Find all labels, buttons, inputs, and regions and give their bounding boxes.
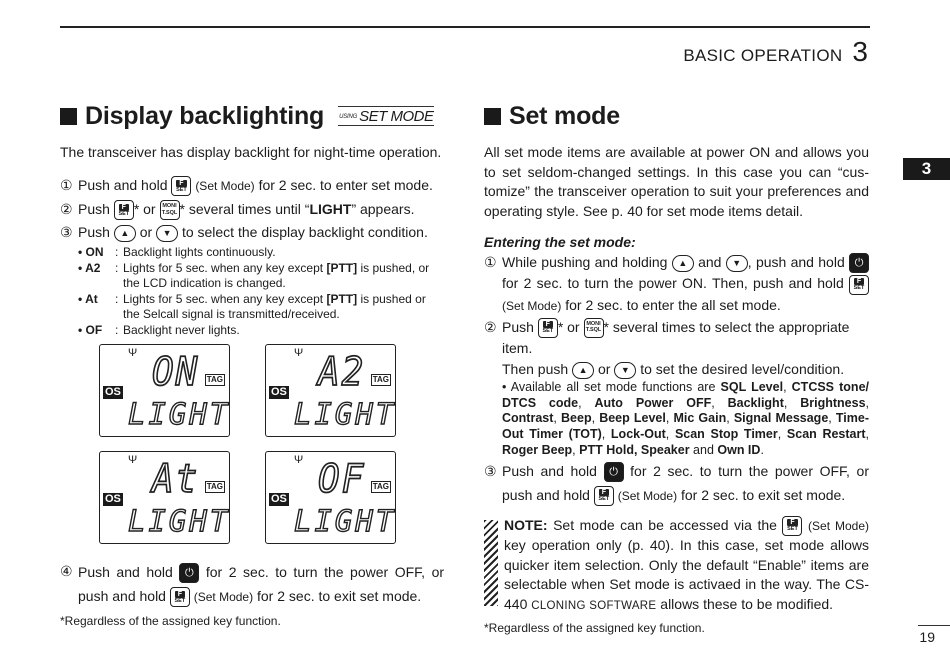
- down-key-icon: ▼: [726, 255, 748, 272]
- tag-indicator: TAG: [206, 375, 223, 384]
- lcd-at: [99, 451, 230, 544]
- f-set-key-icon: F SET: [538, 318, 558, 338]
- set-mode-section: [484, 100, 869, 636]
- available-functions: • Available all set mode functions are SQL Level, CTCSS tone/ DTCS code, Auto Power OFF, Backlight, Brightness, Contrast, Beep, Beep Level, Mic Gain, Signal Message, Time-Out Timer (TOT), Lock-Out, Scan Stop Timer, Scan Restart, Roger Beep, PTT Hold, Speaker and Own ID.: [502, 379, 870, 458]
- moni-tsql-key-icon: MONI T.SQL: [160, 200, 180, 220]
- function-name: SQL Level: [720, 379, 784, 394]
- function-name: Brightness: [800, 395, 866, 410]
- step-2: ② Push F SET * or MONI T.SQL * several times to select the appropriate item. Then push ▲ or ▼ to set the desired level/condition.: [484, 318, 850, 377]
- section-heading: [484, 100, 869, 132]
- function-name: Time-Out Timer (TOT): [502, 411, 870, 442]
- f-set-key-icon: F SET: [782, 516, 802, 536]
- option-on: • ON : Backlight lights continuously.: [78, 245, 276, 259]
- up-key-icon: ▲: [572, 362, 594, 379]
- lcd-light-text: LIGHT: [294, 504, 397, 538]
- top-rule: [60, 26, 870, 28]
- up-key-icon: ▲: [114, 225, 136, 242]
- os-indicator: OS: [105, 386, 121, 398]
- tag-indicator: TAG: [206, 482, 223, 491]
- section-title: Display backlighting: [85, 101, 325, 130]
- backlight-options-list: [78, 245, 444, 338]
- section-heading: [60, 100, 444, 132]
- power-key-icon: ⏻: [179, 563, 199, 583]
- chapter-side-tab: 3: [903, 158, 950, 180]
- tag-indicator: TAG: [372, 482, 389, 491]
- function-name: Beep: [561, 411, 592, 426]
- intro-text: All set mode items are available at power ON and allows you to set seldom-changed settings. In this case you can “cus-tomize” the transceiver operation to suit your preferences and operating style. See p. 40 for set mode items detail.: [484, 144, 869, 219]
- lcd-light-text: LIGHT: [128, 397, 231, 431]
- step-4: ④ Push and hold ⏻ for 2 sec. to turn the power OFF, or push and hold F SET (Set Mode) for 2 sec. to exit set mode.: [60, 560, 444, 609]
- moni-tsql-key-icon: MONI T.SQL: [584, 318, 604, 338]
- f-set-key-icon: F SET: [171, 176, 191, 196]
- footnote: *Regardless of the assigned key function.: [60, 614, 281, 628]
- page-number: 19: [919, 629, 935, 645]
- function-name: Scan Stop Timer: [674, 427, 778, 442]
- tag-indicator: TAG: [372, 375, 389, 384]
- lcd-on: [99, 344, 230, 437]
- lcd-big-text: OF: [318, 456, 366, 502]
- antenna-icon: Ψ: [128, 454, 138, 466]
- lcd-a2: [265, 344, 396, 437]
- section-title: Set mode: [509, 101, 620, 130]
- f-set-key-icon: F SET: [170, 587, 190, 607]
- f-set-key-icon: F SET: [114, 200, 134, 220]
- lcd-big-text: At: [152, 456, 200, 502]
- step-2: ② Push F SET * or MONI T.SQL * several times until “LIGHT” appears.: [60, 198, 444, 221]
- intro-text: The transceiver has display backlight for night-time operation.: [60, 144, 442, 160]
- chapter-header: [683, 36, 868, 68]
- function-name: Mic Gain: [673, 411, 727, 426]
- option-a2: • A2 : Lights for 5 sec. when any key except [PTT] is pushed, or the LCD indication is changed.: [78, 260, 430, 290]
- lcd-illustrations: [60, 344, 444, 558]
- power-key-icon: ⏻: [849, 253, 869, 273]
- display-backlighting-section: [60, 100, 444, 629]
- note-label: NOTE:: [504, 516, 548, 533]
- note-box: NOTE: Set mode can be accessed via the F SET (Set Mode) key operation only (p. 40). In this case, set mode allows quicker item selection. Only the default “Enable” items are selectable when Set mode is activaed in the way. The CS-440 CLONING SOFTWARE allows these to be modified.: [484, 516, 869, 617]
- function-name: Auto Power OFF: [594, 395, 712, 410]
- os-indicator: OS: [271, 493, 287, 505]
- antenna-icon: Ψ: [294, 454, 304, 466]
- function-name: Lock-Out: [610, 427, 666, 442]
- function-name: Own ID: [717, 443, 761, 458]
- lcd-of: [265, 451, 396, 544]
- lcd-big-text: ON: [152, 349, 200, 395]
- option-of: • OF : Backlight never lights.: [78, 322, 240, 337]
- subheading: Entering the set mode:: [484, 234, 636, 250]
- chapter-number: 3: [852, 36, 868, 67]
- os-indicator: OS: [271, 386, 287, 398]
- lcd-light-text: LIGHT: [128, 504, 231, 538]
- step-3: ③ Push and hold ⏻ for 2 sec. to turn the power OFF, or push and hold F SET (Set Mode) for 2 sec. to exit set mode.: [484, 459, 869, 508]
- up-key-icon: ▲: [672, 255, 694, 272]
- heading-square-icon: [484, 108, 501, 125]
- lcd-light-text: LIGHT: [294, 397, 397, 431]
- antenna-icon: Ψ: [128, 347, 138, 359]
- heading-square-icon: [60, 108, 77, 125]
- function-name: Signal Message: [733, 411, 829, 426]
- footnote: *Regardless of the assigned key function.: [484, 621, 705, 636]
- option-at: • At : Lights for 5 sec. when any key except [PTT] is pushed or the Selcall signal is transmitted/received.: [78, 291, 426, 321]
- function-name: CTCSS tone/ DTCS code: [502, 379, 869, 410]
- footer-rule: [918, 625, 950, 626]
- using-set-mode-tag: USING SET MODE: [339, 108, 434, 125]
- antenna-icon: Ψ: [294, 347, 304, 359]
- note-hatch-icon: [484, 520, 498, 606]
- down-key-icon: ▼: [156, 225, 178, 242]
- step-3: ③ Push ▲ or ▼ to select the display backlight condition.: [60, 224, 428, 240]
- step-1: ① While pushing and holding ▲ and ▼ , push and hold ⏻ for 2 sec. to turn the power ON. Then, push and hold F SET (Set Mode) for 2 sec. to enter the all set mode.: [484, 252, 869, 317]
- section-title: BASIC OPERATION: [683, 46, 843, 65]
- function-name: Contrast: [502, 411, 554, 426]
- os-indicator: OS: [105, 493, 121, 505]
- function-name: Beep Level: [599, 411, 666, 426]
- f-set-key-icon: F SET: [594, 486, 614, 506]
- step-1: ① Push and hold F SET (Set Mode) for 2 sec. to enter set mode.: [60, 174, 444, 198]
- function-name: PTT Hold, Speaker: [579, 443, 690, 458]
- down-key-icon: ▼: [614, 362, 636, 379]
- power-key-icon: ⏻: [604, 462, 624, 482]
- function-name: Roger Beep: [502, 443, 573, 458]
- function-name: Backlight: [727, 395, 784, 410]
- f-set-key-icon: F SET: [849, 275, 869, 295]
- function-name: Scan Restart: [786, 427, 866, 442]
- lcd-big-text: A2: [318, 349, 366, 395]
